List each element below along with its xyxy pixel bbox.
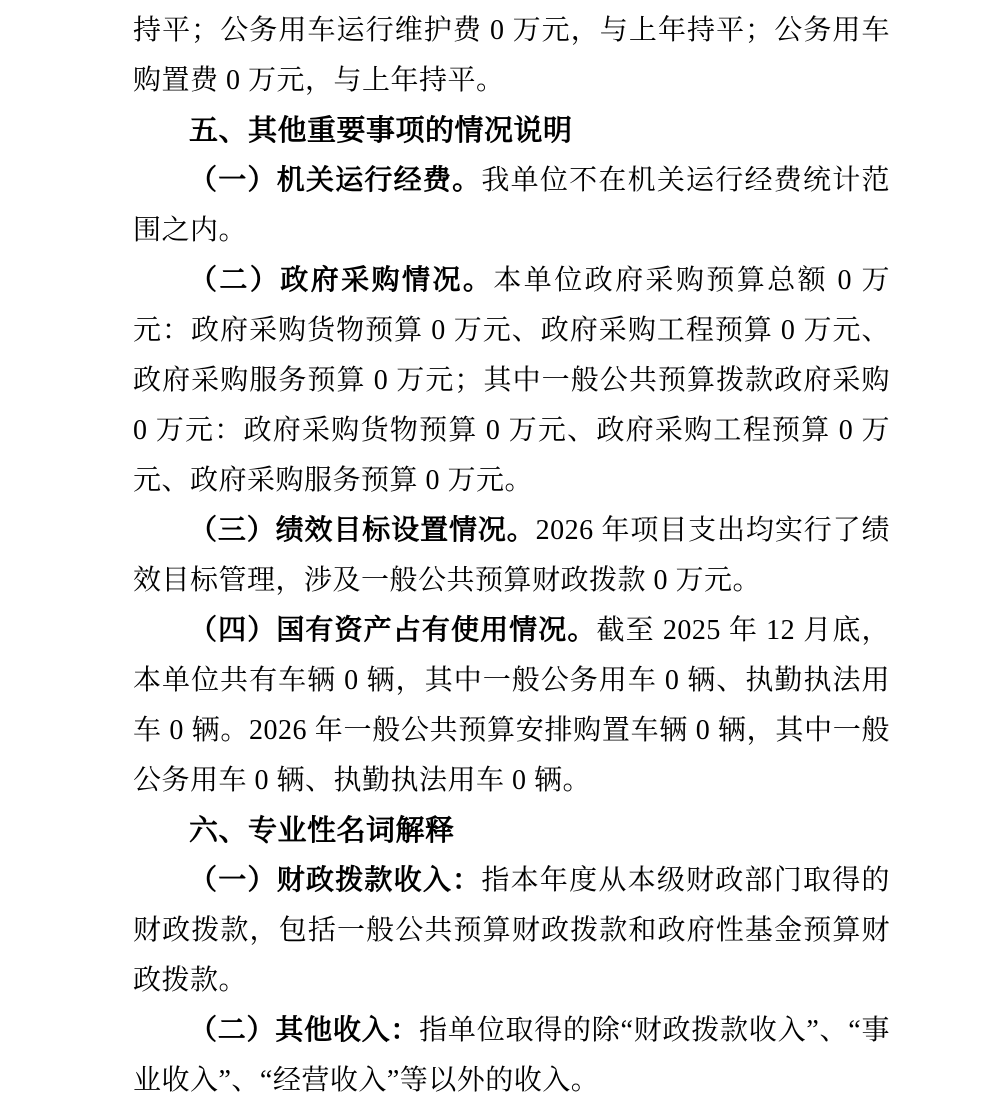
paragraph-other-income	[133, 1006, 890, 1106]
paragraph-body: 我单位不在机关运行经费统计范围之内。	[133, 165, 890, 246]
paragraph-body: 本单位政府采购预算总额 0 万元：政府采购货物预算 0 万元、政府采购工程预算 0 万元、政府采购服务预算 0 万元；其中一般公共预算拨款政府采购 0 万元：政府采购货物预算 0 万元、政府采购工程预算 0 万元、政府采购服务预算 0 万元。	[133, 265, 890, 496]
paragraph-fiscal-appropriation-income	[133, 856, 890, 1006]
paragraph-body: 指本年度从本级财政部门取得的财政拨款，包括一般公共预算财政拨款和政府性基金预算财政拨款。	[133, 865, 890, 996]
paragraph-organ-operating-funds	[133, 156, 890, 256]
paragraph-lead: （四）国有资产占有使用情况。	[189, 615, 597, 646]
paragraph-performance-targets	[133, 506, 890, 606]
section-heading-five: 五、其他重要事项的情况说明	[188, 115, 573, 147]
paragraph-lead: （二）政府采购情况。	[189, 265, 494, 296]
paragraph-lead: （三）绩效目标设置情况。	[189, 515, 536, 546]
paragraph-body: 2026 年项目支出均实行了绩效目标管理，涉及一般公共预算财政拨款 0 万元。	[133, 515, 890, 596]
carryover-paragraph: 持平；公务用车运行维护费 0 万元，与上年持平；公务用车购置费 0 万元，与上年持平。	[133, 15, 890, 96]
paragraph-state-assets	[133, 606, 890, 806]
paragraph-body: 截至 2025 年 12 月底，本单位共有车辆 0 辆，其中一般公务用车 0 辆、执勤执法用车 0 辆。2026 年一般公共预算安排购置车辆 0 辆，其中一般公务用车 0 辆、执勤执法用车 0 辆。	[133, 615, 890, 796]
paragraph-body: 指单位取得的除“财政拨款收入”、“事业收入”、“经营收入”等以外的收入。	[133, 1015, 890, 1096]
paragraph-lead: （一）机关运行经费。	[189, 165, 482, 196]
paragraph-government-procurement	[133, 256, 890, 506]
paragraph-lead: （一）财政拨款收入：	[189, 865, 482, 896]
section-heading-six: 六、专业性名词解释	[188, 815, 455, 847]
paragraph-lead: （二）其他收入：	[189, 1015, 420, 1046]
